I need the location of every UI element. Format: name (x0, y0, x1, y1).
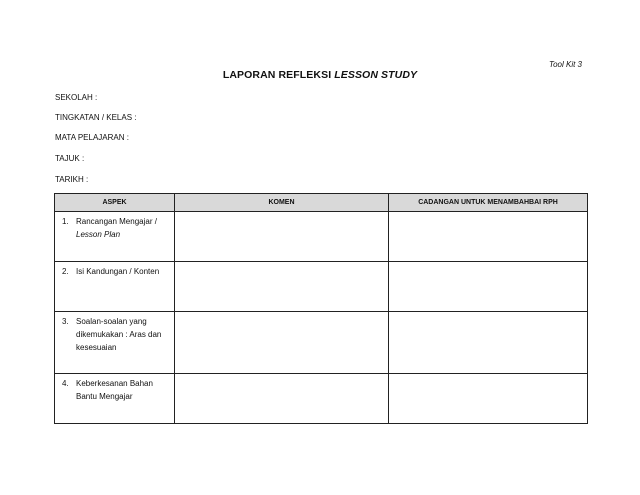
item-number: 3. (62, 317, 69, 326)
table-row (55, 312, 588, 374)
item-number: 2. (62, 267, 69, 276)
header-komen: KOMEN (175, 194, 389, 212)
table-header-row (55, 194, 588, 212)
reflection-table (54, 193, 588, 424)
table-row (55, 212, 588, 262)
aspek-cell (55, 212, 175, 262)
item-text: Bantu Mengajar (76, 392, 133, 401)
table-row (55, 262, 588, 312)
item-number: 4. (62, 379, 69, 388)
komen-cell[interactable] (175, 262, 389, 312)
field-tingkatan-kelas: TINGKATAN / KELAS : (55, 113, 137, 122)
title-italic: LESSON STUDY (334, 69, 418, 81)
item-text: Rancangan Mengajar / (76, 217, 157, 226)
tool-kit-label: Tool Kit 3 (548, 60, 582, 69)
cadangan-cell[interactable] (389, 212, 588, 262)
field-sekolah: SEKOLAH : (55, 93, 98, 102)
table-row (55, 374, 588, 424)
header-cadangan: CADANGAN UNTUK MENAMBAHBAI RPH (389, 194, 588, 212)
item-text: Keberkesanan Bahan (76, 379, 153, 388)
field-tarikh: TARIKH : (55, 175, 89, 184)
cadangan-cell[interactable] (389, 312, 588, 374)
cadangan-cell[interactable] (389, 262, 588, 312)
item-text: kesesuaian (76, 343, 117, 352)
item-text-italic: Lesson Plan (76, 230, 121, 239)
item-number: 1. (62, 217, 69, 226)
aspek-cell (55, 262, 175, 312)
aspek-cell (55, 374, 175, 424)
komen-cell[interactable] (175, 212, 389, 262)
item-text: Isi Kandungan / Konten (76, 267, 160, 276)
field-tajuk: TAJUK : (55, 154, 85, 163)
komen-cell[interactable] (175, 374, 389, 424)
komen-cell[interactable] (175, 312, 389, 374)
page-title (0, 69, 640, 81)
title-main: LAPORAN REFLEKSI (222, 69, 335, 81)
item-text: dikemukakan : Aras dan (76, 330, 162, 339)
cadangan-cell[interactable] (389, 374, 588, 424)
header-aspek: ASPEK (55, 194, 175, 212)
item-text: Soalan-soalan yang (76, 317, 147, 326)
aspek-cell (55, 312, 175, 374)
field-mata-pelajaran: MATA PELAJARAN : (55, 133, 129, 142)
